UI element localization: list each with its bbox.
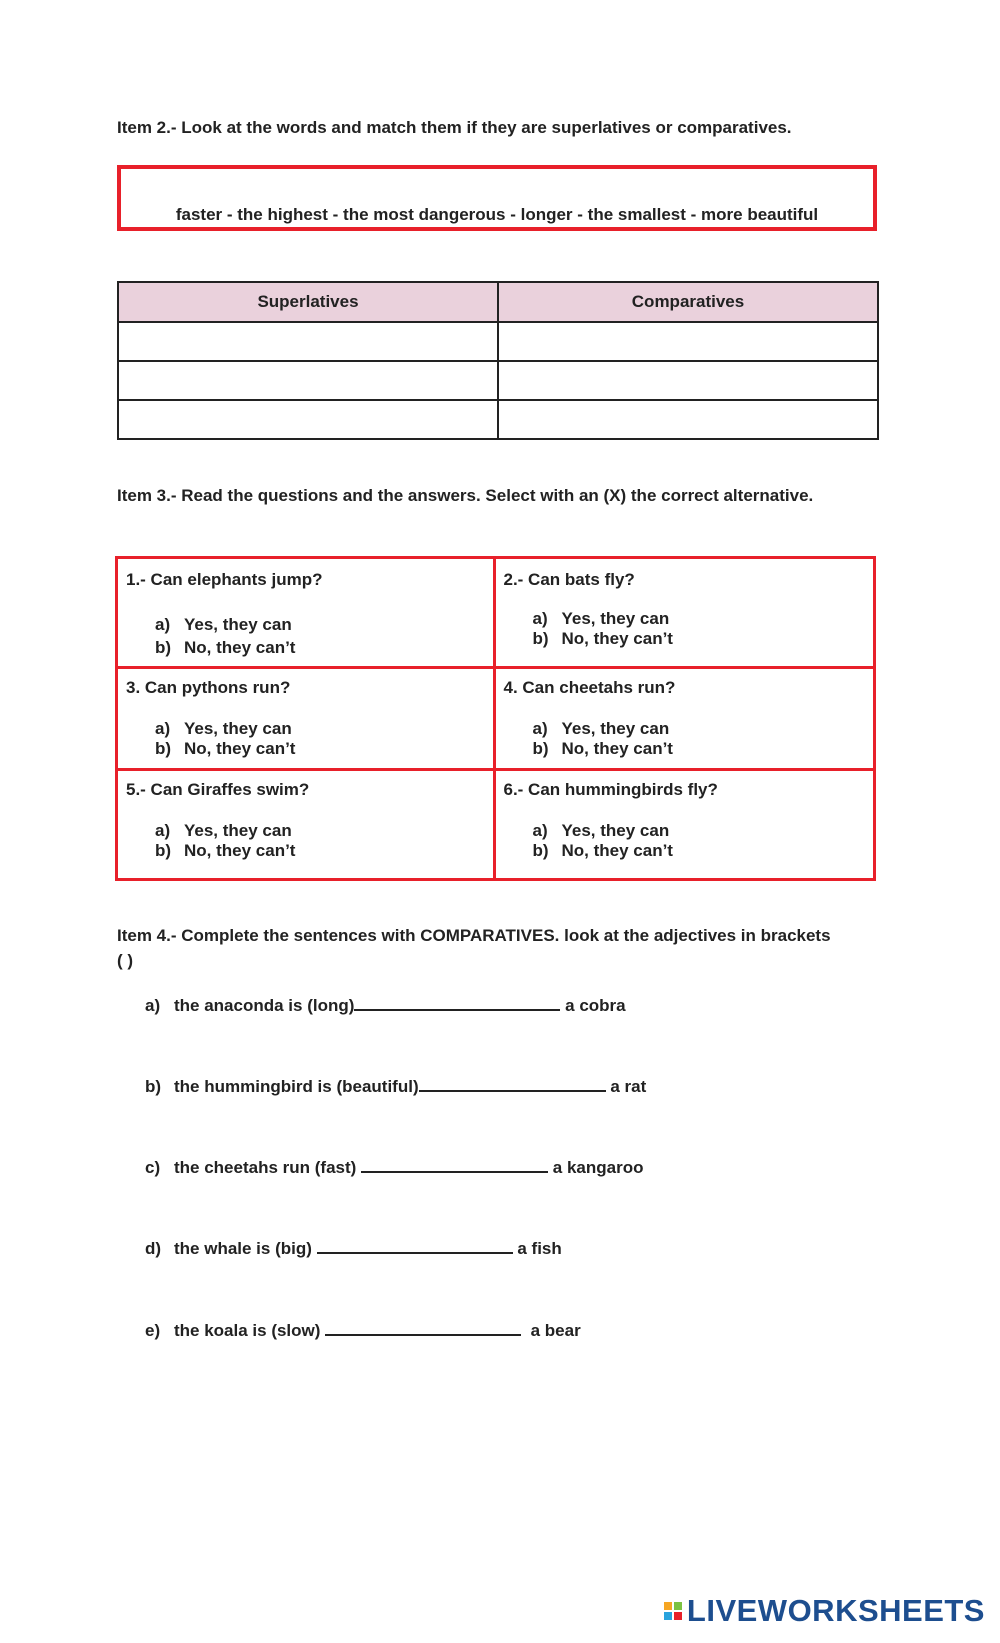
sorting-table: [117, 281, 879, 440]
option-marker: b): [155, 739, 172, 758]
quiz-grid: [115, 556, 876, 881]
comparative-answer-cell[interactable]: [498, 361, 878, 400]
answer-blank[interactable]: [361, 1157, 548, 1173]
comparative-answer-cell[interactable]: [498, 322, 878, 361]
sorting-table-header-row: [118, 282, 878, 322]
item4-instruction: Item 4.- Complete the sentences with COMPARATIVES. look at the adjectives in brackets: [117, 926, 831, 945]
sentence-b: [145, 1076, 646, 1097]
item3-instruction: Item 3.- Read the questions and the answers. Select with an (X) the correct alternative.: [117, 486, 814, 505]
question-text: 1.- Can elephants jump?: [126, 570, 323, 589]
option-a[interactable]: [533, 609, 670, 629]
option-a[interactable]: [533, 821, 670, 841]
question-cell-1: [118, 559, 496, 669]
sentence-start: the cheetahs run (fast): [174, 1158, 357, 1177]
option-text: No, they can’t: [561, 739, 673, 758]
sentence-e: [145, 1320, 581, 1341]
table-row: [118, 322, 878, 361]
liveworksheets-logo: [664, 1591, 985, 1631]
item4-instruction-brackets: ( ): [117, 951, 134, 970]
question-cell-4: [496, 669, 874, 771]
superlatives-header: Superlatives: [118, 282, 498, 322]
option-b[interactable]: [155, 841, 295, 861]
option-text: Yes, they can: [561, 821, 670, 840]
sentence-d: [145, 1238, 562, 1259]
sentence-a: [145, 995, 626, 1016]
option-marker: a): [155, 719, 171, 738]
comparatives-header: Comparatives: [498, 282, 878, 322]
sentence-end: a cobra: [565, 996, 626, 1015]
table-row: [118, 400, 878, 439]
question-cell-6: [496, 771, 874, 878]
question-cell-5: [118, 771, 496, 878]
question-cell-3: [118, 669, 496, 771]
option-text: No, they can’t: [184, 638, 296, 657]
sentence-end: a bear: [530, 1321, 581, 1340]
superlative-answer-cell[interactable]: [118, 361, 498, 400]
sentence-marker: e): [145, 1321, 161, 1340]
option-a[interactable]: [155, 719, 292, 739]
sentence-marker: b): [145, 1077, 162, 1096]
option-marker: b): [532, 629, 549, 648]
option-text: No, they can’t: [561, 629, 673, 648]
option-text: No, they can’t: [184, 841, 296, 860]
superlative-answer-cell[interactable]: [118, 322, 498, 361]
option-marker: b): [532, 739, 549, 758]
question-text: 3. Can pythons run?: [126, 678, 291, 697]
answer-blank[interactable]: [354, 995, 560, 1011]
sentence-c: [145, 1157, 643, 1178]
option-a[interactable]: [155, 821, 292, 841]
option-marker: b): [155, 841, 172, 860]
sentence-marker: a): [145, 996, 161, 1015]
option-text: Yes, they can: [561, 719, 670, 738]
word-bank-text: faster - the highest - the most dangerous - longer - the smallest - more beautiful: [175, 205, 819, 224]
word-bank-box: [117, 165, 877, 231]
sentence-start: the koala is (slow): [174, 1321, 321, 1340]
sentence-start: the anaconda is (long): [174, 996, 355, 1015]
option-text: Yes, they can: [184, 821, 292, 840]
option-marker: a): [532, 609, 548, 628]
sentence-marker: c): [145, 1158, 161, 1177]
sentence-start: the whale is (big): [174, 1239, 312, 1258]
sentence-end: a rat: [610, 1077, 647, 1096]
option-a[interactable]: [533, 719, 670, 739]
sentence-marker: d): [145, 1239, 162, 1258]
option-a[interactable]: [155, 615, 292, 635]
option-marker: a): [532, 821, 548, 840]
option-b[interactable]: [155, 739, 295, 759]
option-text: Yes, they can: [184, 615, 292, 634]
option-text: Yes, they can: [184, 719, 292, 738]
option-marker: b): [532, 841, 549, 860]
answer-blank[interactable]: [325, 1320, 521, 1336]
sentence-end: a fish: [517, 1239, 562, 1258]
answer-blank[interactable]: [317, 1238, 513, 1254]
question-cell-2: [496, 559, 874, 669]
option-text: No, they can’t: [184, 739, 296, 758]
option-text: No, they can’t: [561, 841, 673, 860]
option-b[interactable]: [533, 841, 673, 861]
option-marker: a): [155, 821, 171, 840]
option-marker: a): [532, 719, 548, 738]
option-marker: b): [155, 638, 172, 657]
logo-tiles-icon: [664, 1602, 682, 1620]
question-text: 6.- Can hummingbirds fly?: [503, 780, 718, 799]
answer-blank[interactable]: [419, 1076, 606, 1092]
comparative-answer-cell[interactable]: [498, 400, 878, 439]
option-marker: a): [155, 615, 171, 634]
question-text: 2.- Can bats fly?: [503, 570, 635, 589]
question-text: 5.- Can Giraffes swim?: [126, 780, 310, 799]
question-text: 4. Can cheetahs run?: [503, 678, 676, 697]
option-text: Yes, they can: [561, 609, 670, 628]
superlative-answer-cell[interactable]: [118, 400, 498, 439]
sentence-end: a kangaroo: [552, 1158, 644, 1177]
logo-wordmark: LIVEWORKSHEETS: [686, 1593, 985, 1628]
table-row: [118, 361, 878, 400]
sentence-start: the hummingbird is (beautiful): [174, 1077, 419, 1096]
item2-instruction: Item 2.- Look at the words and match them if they are superlatives or comparatives.: [117, 118, 792, 137]
option-b[interactable]: [533, 739, 673, 759]
option-b[interactable]: [155, 638, 295, 658]
option-b[interactable]: [533, 629, 673, 649]
